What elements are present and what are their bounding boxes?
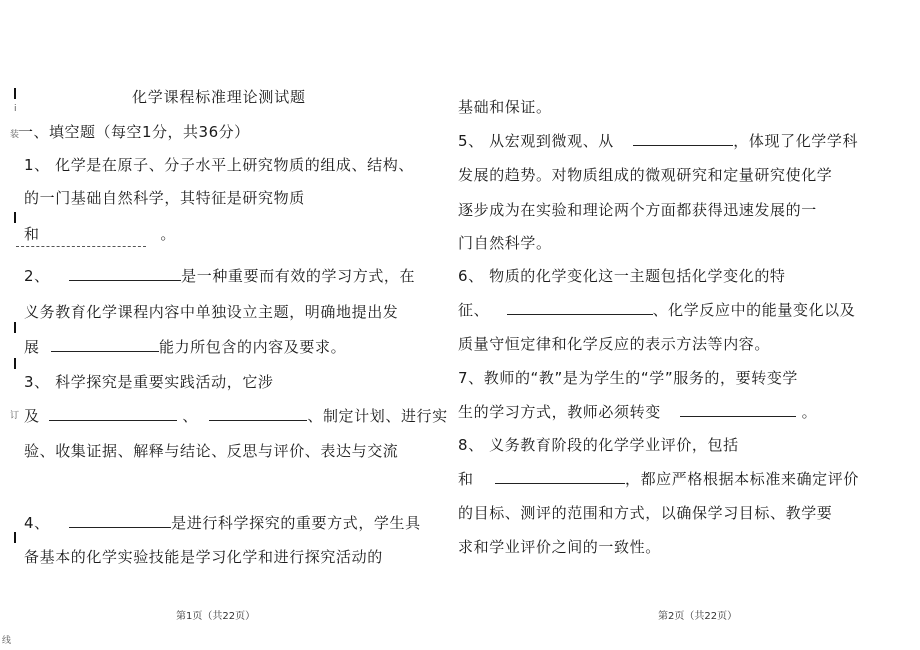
q2-blank-1[interactable] [69,266,181,281]
q2-label: 2、 [24,267,50,285]
q4-label: 4、 [24,514,50,532]
q3-line2-end: 、制定计划、进行实 [307,407,448,425]
cut-line [16,246,146,247]
q7-line1: 7、教师的“教”是为学生的“学”服务的，要转变学 [458,369,799,387]
q3-line1: 3、 科学探究是重要实践活动，它涉 [24,373,274,391]
q1-line1: 1、 化学是在原子、分子水平上研究物质的组成、结构、 [24,156,414,174]
margin-char-i: i [14,104,17,114]
margin-mark [14,358,16,369]
q5-line1-end: ，体现了化学学科 [733,132,859,150]
q2-blank-2[interactable] [51,337,159,352]
q2-line3-end: 能力所包含的内容及要求。 [158,338,347,356]
q8-line1: 8、 义务教育阶段的化学学业评价，包括 [458,436,739,454]
margin-char-zhuang: 装 [10,130,20,140]
q4-blank-1[interactable] [69,513,171,528]
q5-line3: 逐步成为在实验和理论两个方面都获得迅速发展的一 [458,201,817,219]
q1-line3-end: 。 [160,225,176,243]
q7-line2 [458,402,817,422]
q6-line2-text: 征、 [458,301,490,319]
margin-mark [14,212,16,223]
q2-line3 [24,337,346,357]
q8-line2 [458,469,859,489]
margin-mark [14,88,16,99]
q5-line1-text: 5、 从宏观到微观、从 [458,132,614,150]
q4-line1 [24,513,421,533]
q8-line4: 求和学业评价之间的一致性。 [458,538,661,556]
q3-line2 [24,406,448,426]
q8-line3: 的目标、测评的范围和方式，以确保学习目标、教学要 [458,504,833,522]
page-footer-right: 第2页（共22页） [658,611,738,622]
q4-line1-text: 是进行科学探究的重要方式，学生具 [171,514,421,532]
q6-line3: 质量守恒定律和化学反应的表示方法等内容。 [458,335,771,353]
q2-line2: 义务教育化学课程内容中单独设立主题，明确地提出发 [24,303,399,321]
q6-blank-1[interactable] [507,300,653,315]
q4-continuation: 基础和保证。 [458,98,552,116]
q3-line2-text: 及 [24,407,40,425]
q5-line4: 门自然科学。 [458,234,552,252]
q5-line2: 发展的趋势。对物质组成的微观研究和定量研究使化学 [458,166,833,184]
margin-char-ding: 订 [10,411,20,421]
q2-line3-text: 展 [24,338,40,356]
q2-line1-text: 是一种重要而有效的学习方式，在 [181,267,416,285]
q3-line3: 验、收集证据、解释与结论、反思与评价、表达与交流 [24,442,399,460]
q4-line2: 备基本的化学实验技能是学习化学和进行探究活动的 [24,548,383,566]
margin-char-xian: 线 [2,636,12,646]
q5-blank-1[interactable] [633,131,733,146]
q2-line1 [24,266,415,286]
q8-blank-1[interactable] [495,469,625,484]
q7-line2-end: 。 [801,403,818,421]
q7-line2-text: 生的学习方式，教师必须转变 [458,403,661,421]
q6-line2 [458,300,855,320]
margin-mark [14,322,16,333]
q7-blank-1[interactable] [680,402,796,417]
q1-line3-text: 和 [24,225,40,243]
section-heading: 一、填空题（每空1分，共36分） [18,123,250,141]
q1-line3 [24,224,176,244]
margin-mark [14,532,16,543]
page-footer-left: 第1页（共22页） [176,611,256,622]
q3-sep: 、 [182,407,198,425]
q3-blank-2[interactable] [209,406,307,421]
page-title: 化学课程标准理论测试题 [132,88,306,106]
q6-line1: 6、 物质的化学变化这一主题包括化学变化的特 [458,267,786,285]
q5-line1 [458,131,858,151]
q6-line2-end: 、化学反应中的能量变化以及 [652,301,856,319]
q1-line2: 的一门基础自然科学，其特征是研究物质 [24,189,305,207]
q8-line2-text: 和 [458,470,474,488]
q3-blank-1[interactable] [49,406,177,421]
q8-line2-end: ，都应严格根据本标准来确定评价 [624,470,859,488]
